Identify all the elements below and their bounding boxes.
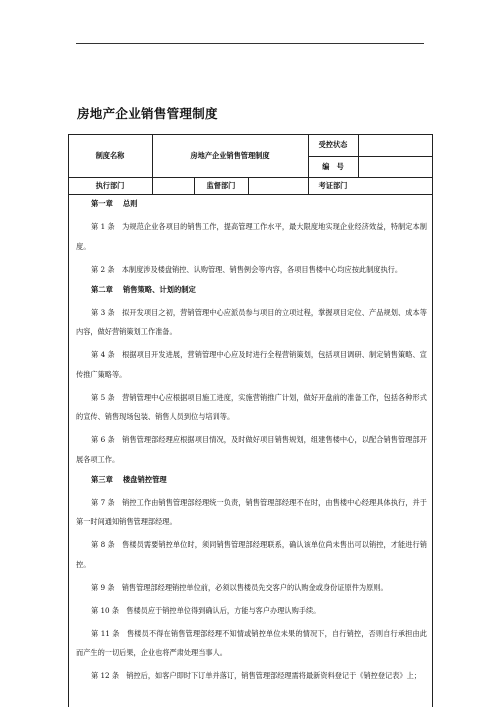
exec-dept-label: 执行部门 bbox=[95, 180, 125, 190]
document-body bbox=[76, 194, 427, 689]
chapter-number: 第一章 bbox=[91, 199, 113, 208]
system-name-value: 房地产企业销售管理制度 bbox=[190, 150, 270, 160]
article: 第 2 条 本制度涉及楼盘销控、认购管理、销售例会等内容，各项目售楼中心均应按此制度执行。 bbox=[91, 264, 403, 274]
article: 第 5 条 营销管理中心应根据项目施工进度，实施营销推广计划，做好开盘前的准备工作，包括各种形式的宣传、销售现场包装、销售人员到位与培训等。 bbox=[76, 392, 427, 421]
audit-dept-value[interactable] bbox=[358, 177, 433, 194]
article: 第 6 条 销售管理部经理应根据项目情况，及时做好项目销售规划，组建售楼中心，以配合销售管理部开展各项工作。 bbox=[76, 435, 427, 464]
supervise-dept-label: 监督部门 bbox=[206, 180, 236, 190]
number-value[interactable] bbox=[358, 156, 433, 177]
chapter-number: 第二章 bbox=[91, 284, 113, 294]
chapter-heading bbox=[76, 473, 427, 486]
system-name-label: 制度名称 bbox=[95, 150, 125, 160]
page-title: 房地产企业销售管理制度 bbox=[77, 106, 218, 121]
audit-dept-label: 考证部门 bbox=[318, 180, 348, 190]
article: 第 3 条 拟开发项目之初，营销管理中心应派员参与项目的立项过程，掌握项目定位、产品规划、成本等内容，做好营销策划工作准备。 bbox=[76, 307, 427, 336]
chapter-number: 第三章 bbox=[91, 474, 113, 484]
chapter-title: 总则 bbox=[122, 199, 138, 208]
chapter-title: 楼盘销控管理 bbox=[122, 474, 167, 484]
exec-dept-value[interactable] bbox=[152, 177, 194, 194]
top-rule bbox=[76, 43, 424, 44]
control-status-value[interactable] bbox=[358, 134, 433, 156]
article: 第 8 条 售楼员需要销控单位时，须同销售管理部经理联系，确认该单位尚未售出可以销控，才能进行销控。 bbox=[76, 540, 427, 569]
article: 第 1 条 为规范企业各项目的销售工作，提高管理工作水平，最大限度地实现企业经济效益，特制定本制度。 bbox=[76, 222, 427, 251]
supervise-dept-value[interactable] bbox=[248, 177, 308, 194]
article: 第 10 条 售楼员应于销控单位得到确认后，方能与客户办理认购手续。 bbox=[91, 605, 321, 615]
article: 第 7 条 销控工作由销售管理部经理统一负责，销售管理部经理不在时，由售楼中心经理具体执行，并于第一时间通知销售管理部经理。 bbox=[76, 497, 427, 526]
chapter-heading bbox=[76, 197, 427, 210]
chapter-heading bbox=[76, 283, 427, 296]
chapter-title: 销售策略、计划的制定 bbox=[122, 284, 196, 294]
article: 第 9 条 销售管理部经理销控单位前，必须以售楼员先交客户的认购金或身份证原件为原则。 bbox=[91, 582, 388, 592]
control-status-label: 受控状态 bbox=[318, 140, 348, 149]
article: 第 4 条 根据项目开发进展，营销管理中心应及时进行全程营销策划，包括项目调研、制定销售策略、宣传推广策略等。 bbox=[76, 350, 427, 379]
article: 第 11 条 售楼员不得在销售管理部经理不知情或销控单位未果的情况下，自行销控，否则自行承担由此而产生的一切后果，企业也将严肃处理当事人。 bbox=[76, 628, 427, 657]
number-label: 编 号 bbox=[322, 161, 344, 171]
article: 第 12 条 销控后，如客户即时下订单并落订，销售管理部经理需将最新资料登记于《销控登记表》上； bbox=[91, 671, 421, 680]
